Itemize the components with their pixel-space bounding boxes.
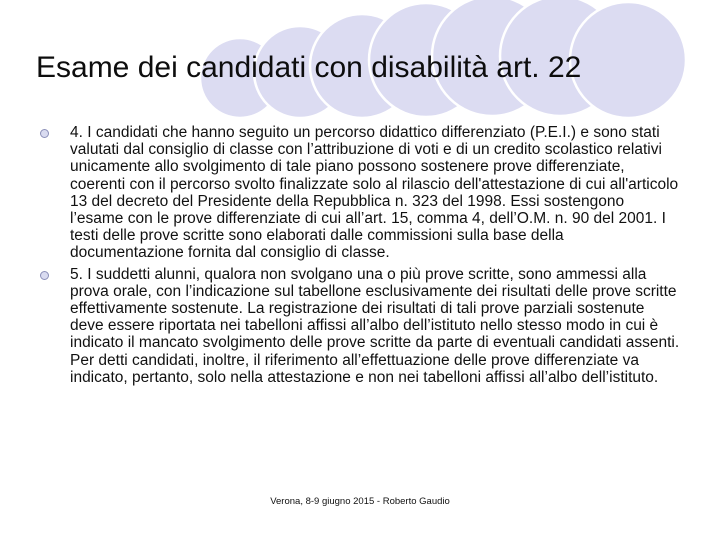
bullet-list [40, 124, 680, 390]
bullet-text: 5. I suddetti alunni, qualora non svolgano una o più prove scritte, sono ammessi alla prova orale, con l’indicazione sul tabellone esclusivamente dei risultati delle prove scritte effettivamente sostenute. La registrazione dei risultati di tali prove parziali sostenute deve essere riportata nei tabelloni affissi all’albo dell’istituto nello stesso modo in cui è indicato il mancato svolgimento delle prove scritte da parte di eventuali candidati assenti. Per detti candidati, inoltre, il riferimento all’effettuazione delle prove differenziate va indicato, pertanto, solo nella attestazione e non nei tabelloni affissi all’albo dell’istituto. [70, 265, 680, 386]
bullet-text: 4. I candidati che hanno seguito un percorso didattico differenziato (P.E.I.) e sono stati valutati dal consiglio di classe con l’attribuzione di voti e di un credito scolastico relativi unicamente allo svolgimento di tale piano possono sostenere prove differenziate, coerenti con il percorso svolto finalizzate solo al rilascio dell'attestazione di cui all'articolo 13 del decreto del Presidente della Repubblica n. 323 del 1998. Essi sostengono l’esame con le prove differenziate di cui all’art. 15, comma 4, dell’O.M. n. 90 del 2001. I testi delle prove scritte sono elaborati dalle commissioni sulla base della documentazione fornita dal consiglio di classe. [70, 124, 679, 262]
slide-footer: Verona, 8-9 giugno 2015 - Roberto Gaudio [270, 496, 450, 507]
bullet-circle-icon [40, 271, 49, 280]
bullet-item [40, 266, 680, 386]
bullet-item [40, 124, 680, 262]
bullet-circle-icon [40, 129, 49, 138]
slide-title: Esame dei candidati con disabilità art. 22 [36, 51, 582, 84]
